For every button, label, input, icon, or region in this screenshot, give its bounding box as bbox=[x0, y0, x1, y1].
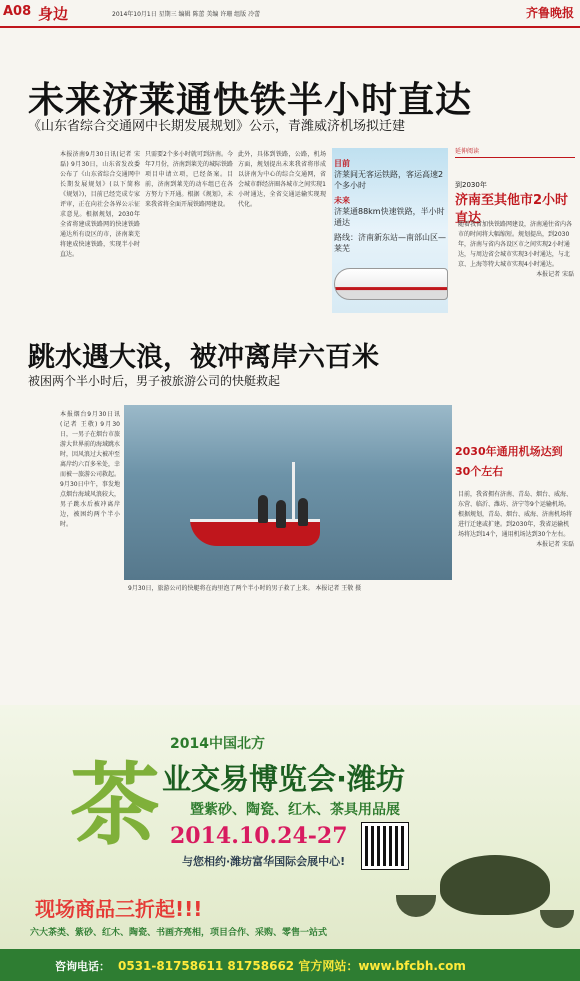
section-name: 身边 bbox=[38, 5, 69, 23]
person-3 bbox=[298, 498, 308, 526]
ad-products: 暨紫砂、陶瓷、红木、茶具用品展 bbox=[190, 802, 400, 818]
sidebar1-subhead: 到2030年 bbox=[455, 181, 487, 189]
qr-code-icon bbox=[362, 823, 408, 869]
sidebar2-body: 目前，我省拥有济南、青岛、烟台、威海、东营、临沂、潍坊、济宁等9个运输机场。根据规划，青岛、烟台、威海、济南机场将进行迁建或扩建。到2030年，我省运输机场将达到14个，通用机场达到30个左右。 本报记者 宋磊 bbox=[458, 491, 574, 548]
tea-calligraphy-logo: 茶 bbox=[70, 752, 160, 858]
ad-contact-bar bbox=[0, 949, 580, 981]
ad-promo: 现场商品三折起!!! bbox=[35, 897, 203, 921]
teapot-icon bbox=[440, 855, 550, 915]
ad-categories: 六大茶类、紫砂、红木、陶瓷、书画齐亮相，项目合作、采购、零售一站式 bbox=[30, 928, 328, 938]
sidebar-airports bbox=[455, 442, 575, 482]
sidebar-extended-reading bbox=[455, 146, 575, 228]
expo-advertisement bbox=[0, 705, 580, 981]
page-code: A08 bbox=[3, 4, 32, 19]
issue-meta: 2014年10月1日 星期三 编辑 陈蕾 美编 许珊 组版 冷蕾 bbox=[112, 11, 261, 18]
ad-dates: 2014.10.24-27 bbox=[170, 823, 348, 849]
newspaper-logo: 齐鲁晚报 bbox=[525, 6, 574, 20]
ad-year: 2014中国北方 bbox=[170, 736, 265, 752]
boat-frame bbox=[292, 462, 295, 522]
article1-subtitle: 《山东省综合交通网中长期发展规划》公示，青潍威济机场拟迁建 bbox=[28, 119, 406, 134]
hotline-label: 咨询电话： bbox=[55, 960, 110, 973]
article2-title: 跳水遇大浪，被冲离岸六百米 bbox=[28, 342, 379, 373]
page-header bbox=[0, 0, 580, 28]
route-caption: 目前 济莱间无客运铁路，客运高速2个多小时 未来 济莱通88km快速铁路，半小时通达 路线：济南新东站—南部山区—莱芜 bbox=[334, 159, 446, 253]
tea-cup-icon bbox=[396, 895, 436, 917]
article1-column-3: 此外，具体到铁路，公路，机场方面，规划提出未来我省将形成以济南为中心的综合交通网，省会城市群经济圈各城市之间实现1小时通达，全省交通运输实现现代化。 bbox=[238, 151, 326, 208]
sidebar2-headline: 2030年通用机场达到30个左右 bbox=[455, 445, 563, 478]
article1-column-1: 本报济南9月30日讯(记者 宋磊) 9月30日，山东省发改委公布了《山东省综合交通网中长期发展规划》(以下简称《规划》)，目前已经完成专家评审，正在向社会各界公示征求意见。根据规划，2030年全省将建成铁路网的快速铁路通达所有设区的市，济南莱芜将建成快速铁路，实现半小时直达。 bbox=[60, 151, 140, 258]
article1-title: 未来济莱通快铁半小时直达 bbox=[28, 80, 473, 121]
tea-cup-icon-2 bbox=[540, 910, 574, 928]
rescue-photo-caption: 9月30日，旅游公司的快艇将在海里泡了两个半小时的男子救了上来。 本报记者 王敬 摄 bbox=[128, 585, 362, 592]
article1-column-2: 只需要2个多小时就可到济南。今年7月份，济南到莱芜的城际铁路项目申请立项，已经备案。目前，济南到莱芜的动车组已在各方努力下开通。根据《规划》，未来我省将全面开展铁路网建设。 bbox=[145, 151, 233, 208]
person-2 bbox=[276, 500, 286, 528]
sidebar1-headline: 济南至其他市2小时直达 bbox=[455, 193, 569, 226]
person-1 bbox=[258, 495, 268, 523]
article2-column-1: 本报烟台9月30日讯(记者 王敬) 9月30日，一男子在烟台市旅游大世界前的海域跳水时，因风浪过大被冲至离岸约六百多米处，幸而被一旅游公司救起。9月30日中午，事发地点烟台海域风浪较大，男子跳水后被冲离岸边，被困约两个半小时。 bbox=[60, 411, 120, 528]
ad-title: 业交易博览会·潍坊 bbox=[162, 762, 406, 796]
ad-venue: 与您相约·潍坊富华国际会展中心! bbox=[182, 855, 346, 868]
rescue-photo bbox=[124, 405, 452, 580]
article2-subtitle: 被困两个半小时后，男子被旅游公司的快艇救起 bbox=[28, 374, 281, 388]
hotline-value: 0531-81758611 81758662 官方网站：www.bfcbh.com bbox=[118, 959, 466, 973]
sidebar-tag: 延伸阅读 bbox=[455, 146, 575, 158]
sidebar1-body: 随着我省加快铁路网建设，济南通往省内各市的时间将大幅缩短。规划提出，到2030年，济南与省内各设区市之间实现2小时通达，与周边省会城市实现3小时通达，与北京、上海等特大城市实现4小时通达。 本报记者 宋磊 bbox=[458, 221, 574, 278]
train-image bbox=[334, 268, 448, 300]
